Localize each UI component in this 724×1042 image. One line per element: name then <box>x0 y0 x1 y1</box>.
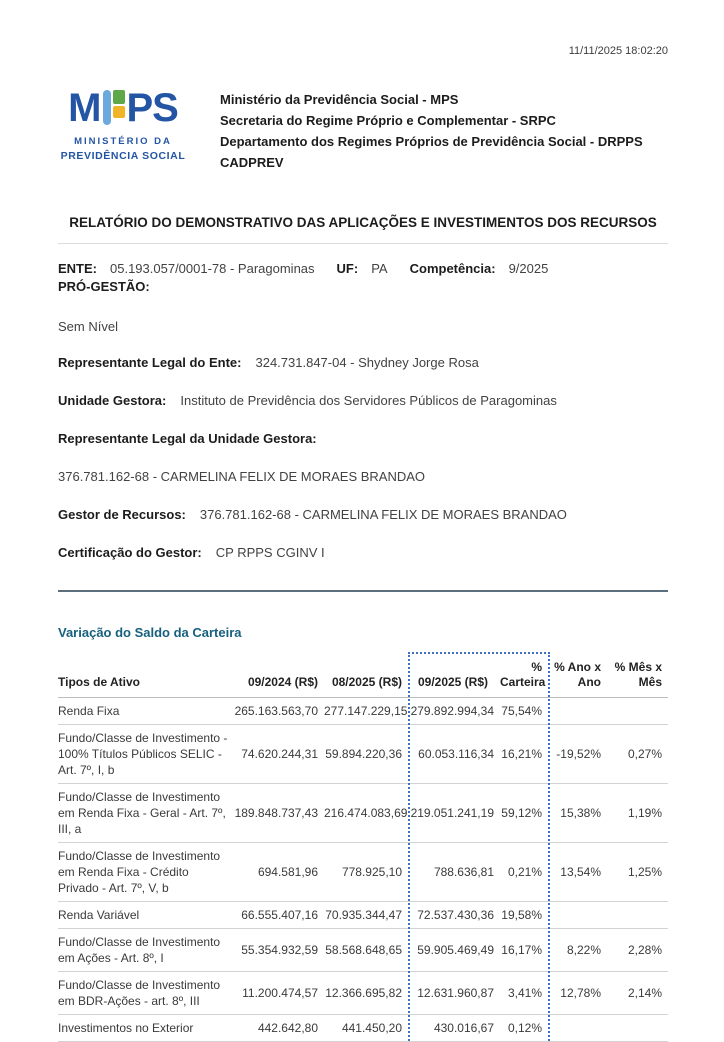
info-row-1 <box>58 354 668 372</box>
competencia-label: Competência: <box>409 261 496 276</box>
cell-pct_mes_x_mes <box>607 902 668 929</box>
table-row <box>58 902 668 929</box>
info-row-2 <box>58 392 668 410</box>
info-rows <box>58 354 668 562</box>
table-row <box>58 1015 668 1042</box>
info-value: Instituto de Previdência dos Servidores Públicos de Paragominas <box>180 393 557 408</box>
cell-ativo: Fundo/Classe de Investimento em Renda Fixa - Crédito Privado - Art. 7º, V, b <box>58 843 230 902</box>
cell-v_08_2025: 216.474.083,69 <box>324 784 408 843</box>
mps-logo <box>58 87 188 162</box>
agency-header-line-1: Ministério da Previdência Social - MPS <box>220 92 459 107</box>
info-row-4 <box>58 468 668 486</box>
cell-pct_carteira: 0,21% <box>500 843 550 902</box>
info-label: Representante Legal da Unidade Gestora: <box>58 431 317 446</box>
portfolio-variation-table <box>58 660 668 1042</box>
info-label: Representante Legal do Ente: <box>58 355 242 370</box>
cell-pct_carteira: 19,58% <box>500 902 550 929</box>
cell-pct_carteira: 16,17% <box>500 929 550 972</box>
brand-header <box>58 87 668 173</box>
section-title: Variação do Saldo da Carteira <box>58 625 242 640</box>
cell-v_08_2025: 12.366.695,82 <box>324 972 408 1015</box>
table-row <box>58 725 668 784</box>
cell-v_09_2024: 189.848.737,43 <box>230 784 324 843</box>
cell-v_09_2024: 694.581,96 <box>230 843 324 902</box>
ente-value: 05.193.057/0001-78 - Paragominas <box>110 261 315 276</box>
info-value: 376.781.162-68 - CARMELINA FELIX DE MORAES BRANDAO <box>199 507 567 522</box>
logo-letter-m: M <box>68 86 101 130</box>
info-row-3 <box>58 430 668 448</box>
cell-pct_ano_x_ano: 15,38% <box>550 784 607 843</box>
cell-ativo: Investimentos no Exterior <box>58 1015 230 1042</box>
cell-v_09_2024: 74.620.244,31 <box>230 725 324 784</box>
section-divider <box>58 590 668 592</box>
cell-ativo: Fundo/Classe de Investimento em Renda Fixa - Geral - Art. 7º, III, a <box>58 784 230 843</box>
cell-v_09_2025: 219.051.241,19 <box>408 784 500 843</box>
column-header-7: % Mês x Mês <box>607 660 668 698</box>
cell-pct_ano_x_ano <box>550 698 607 725</box>
table-row <box>58 843 668 902</box>
entity-line <box>58 260 668 296</box>
cell-pct_mes_x_mes <box>607 698 668 725</box>
logo-letters-ps: PS <box>126 86 178 130</box>
agency-header-line-4: CADPREV <box>220 155 284 170</box>
cell-pct_mes_x_mes: 1,19% <box>607 784 668 843</box>
table-header-row <box>58 660 668 698</box>
table-row <box>58 972 668 1015</box>
cell-v_09_2025: 430.016,67 <box>408 1015 500 1042</box>
cell-pct_ano_x_ano: 12,78% <box>550 972 607 1015</box>
report-title: RELATÓRIO DO DEMONSTRATIVO DAS APLICAÇÕES E INVESTIMENTOS DOS RECURSOS <box>69 215 657 230</box>
column-header-5: % Carteira <box>500 660 550 698</box>
info-row-5 <box>58 506 668 524</box>
portfolio-table-wrap <box>58 652 668 1042</box>
cell-v_09_2024: 11.200.474,57 <box>230 972 324 1015</box>
cell-v_08_2025: 70.935.344,47 <box>324 902 408 929</box>
uf-value: PA <box>371 261 388 276</box>
cell-v_09_2025: 279.892.994,34 <box>408 698 500 725</box>
cell-pct_mes_x_mes: 0,27% <box>607 725 668 784</box>
cell-v_09_2025: 12.631.960,87 <box>408 972 500 1015</box>
cell-ativo: Renda Variável <box>58 902 230 929</box>
agency-header-line-3: Departamento dos Regimes Próprios de Previdência Social - DRPPS <box>220 134 643 149</box>
cell-v_08_2025: 441.450,20 <box>324 1015 408 1042</box>
cell-pct_carteira: 3,41% <box>500 972 550 1015</box>
uf-label: UF: <box>336 261 359 276</box>
cell-pct_mes_x_mes: 2,28% <box>607 929 668 972</box>
cell-v_09_2025: 788.636,81 <box>408 843 500 902</box>
info-label: Unidade Gestora: <box>58 393 167 408</box>
cell-v_09_2025: 72.537.430,36 <box>408 902 500 929</box>
cell-pct_mes_x_mes: 1,25% <box>607 843 668 902</box>
cell-pct_carteira: 75,54% <box>500 698 550 725</box>
cell-pct_carteira: 16,21% <box>500 725 550 784</box>
info-label: Certificação do Gestor: <box>58 545 202 560</box>
cell-v_09_2024: 66.555.407,16 <box>230 902 324 929</box>
competencia-value: 9/2025 <box>508 261 549 276</box>
table-row <box>58 698 668 725</box>
cell-v_08_2025: 277.147.229,15 <box>324 698 408 725</box>
cell-pct_ano_x_ano: -19,52% <box>550 725 607 784</box>
cell-pct_carteira: 59,12% <box>500 784 550 843</box>
cell-v_08_2025: 59.894.220,36 <box>324 725 408 784</box>
info-label: Gestor de Recursos: <box>58 507 186 522</box>
column-header-6: % Ano x Ano <box>550 660 607 698</box>
info-row-6 <box>58 544 668 562</box>
generation-timestamp: 11/11/2025 18:02:20 <box>568 45 668 57</box>
agency-header-line-2: Secretaria do Regime Próprio e Complementar - SRPC <box>220 113 556 128</box>
info-value: 376.781.162-68 - CARMELINA FELIX DE MORAES BRANDAO <box>58 469 426 484</box>
logo-caption-line2: PREVIDÊNCIA SOCIAL <box>60 150 186 162</box>
cell-v_08_2025: 58.568.648,65 <box>324 929 408 972</box>
cell-v_09_2025: 59.905.469,49 <box>408 929 500 972</box>
cell-v_09_2025: 60.053.116,34 <box>408 725 500 784</box>
mps-logo-wordmark <box>58 87 188 130</box>
logo-color-squares-icon <box>103 90 125 130</box>
column-header-4: 09/2025 (R$) <box>408 660 500 698</box>
ente-label: ENTE: <box>58 261 97 276</box>
cell-ativo: Fundo/Classe de Investimento em BDR-Ações - art. 8º, III <box>58 972 230 1015</box>
cell-v_09_2024: 442.642,80 <box>230 1015 324 1042</box>
info-value: CP RPPS CGINV I <box>215 545 325 560</box>
cell-pct_ano_x_ano <box>550 902 607 929</box>
cell-pct_ano_x_ano <box>550 1015 607 1042</box>
progestao-label: PRÓ-GESTÃO: <box>58 279 150 294</box>
cell-ativo: Fundo/Classe de Investimento - 100% Títulos Públicos SELIC - Art. 7º, I, b <box>58 725 230 784</box>
cell-ativo: Fundo/Classe de Investimento em Ações - Art. 8º, I <box>58 929 230 972</box>
cell-pct_mes_x_mes: 2,14% <box>607 972 668 1015</box>
info-value: 324.731.847-04 - Shydney Jorge Rosa <box>255 355 479 370</box>
cell-pct_ano_x_ano: 13,54% <box>550 843 607 902</box>
cell-v_09_2024: 265.163.563,70 <box>230 698 324 725</box>
cell-v_08_2025: 778.925,10 <box>324 843 408 902</box>
cell-pct_ano_x_ano: 8,22% <box>550 929 607 972</box>
table-row <box>58 929 668 972</box>
progestao-value: Sem Nível <box>58 319 118 334</box>
column-header-1: Tipos de Ativo <box>58 660 230 698</box>
cell-v_09_2024: 55.354.932,59 <box>230 929 324 972</box>
logo-caption-line1: MINISTÉRIO DA <box>74 136 172 147</box>
column-header-2: 09/2024 (R$) <box>230 660 324 698</box>
table-row <box>58 784 668 843</box>
column-header-3: 08/2025 (R$) <box>324 660 408 698</box>
cell-pct_mes_x_mes <box>607 1015 668 1042</box>
cell-pct_carteira: 0,12% <box>500 1015 550 1042</box>
agency-header-lines <box>220 87 643 173</box>
title-divider <box>58 243 668 244</box>
cell-ativo: Renda Fixa <box>58 698 230 725</box>
